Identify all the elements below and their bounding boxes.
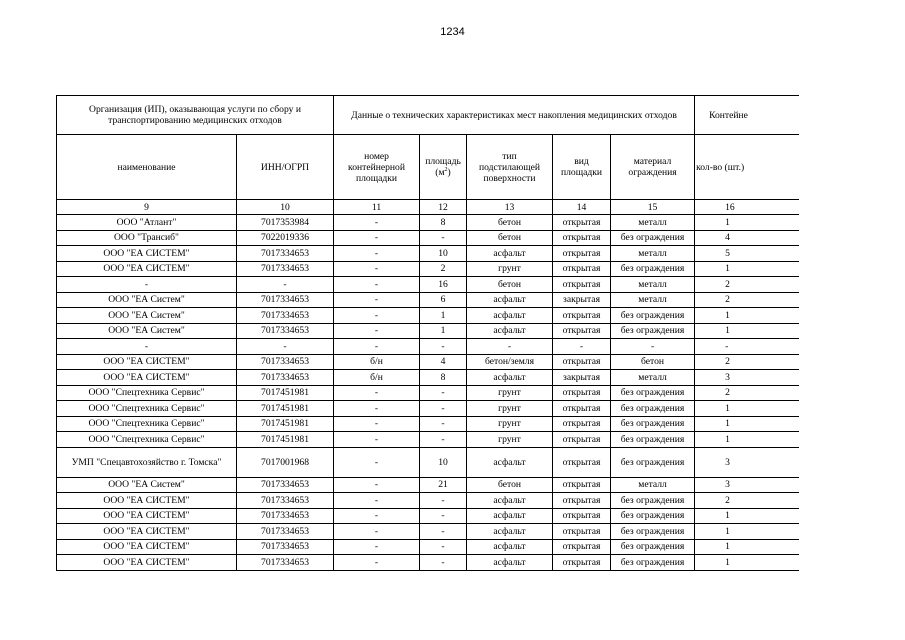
cell-inn: 7017334653 — [237, 292, 334, 308]
cell-inn: 7017353984 — [237, 215, 334, 231]
colnum-13: 13 — [467, 200, 553, 215]
header-group-containers: Контейне — [695, 96, 799, 135]
cell-area: - — [420, 539, 467, 555]
cell-site-type: открытая — [553, 354, 611, 370]
cell-fence: - — [611, 339, 695, 355]
cell-name: - — [57, 277, 237, 293]
cell-site-type: открытая — [553, 432, 611, 448]
column-number-row — [57, 200, 800, 215]
cell-count: 1 — [695, 508, 799, 524]
cell-platform-number: - — [334, 277, 420, 293]
cell-fence: без ограждения — [611, 308, 695, 324]
cell-platform-number: - — [334, 292, 420, 308]
colnum-11: 11 — [334, 200, 420, 215]
cell-site-type: открытая — [553, 447, 611, 477]
cell-fence: без ограждения — [611, 524, 695, 540]
cell-surface: асфальт — [467, 524, 553, 540]
cell-platform-number: - — [334, 385, 420, 401]
cell-site-type: открытая — [553, 230, 611, 246]
table-row — [57, 477, 800, 493]
cell-platform-number: - — [334, 508, 420, 524]
cell-fence: без ограждения — [611, 230, 695, 246]
table-row — [57, 416, 800, 432]
cell-site-type: открытая — [553, 416, 611, 432]
cell-name: ООО "ЕА СИСТЕМ" — [57, 354, 237, 370]
header-area-sup: 2 — [444, 166, 448, 173]
table-row — [57, 261, 800, 277]
cell-platform-number: - — [334, 215, 420, 231]
table-body — [57, 215, 800, 571]
cell-count: 2 — [695, 292, 799, 308]
cell-surface: грунт — [467, 416, 553, 432]
cell-count: 1 — [695, 308, 799, 324]
cell-count: 3 — [695, 477, 799, 493]
header-surface: тип подстилающей поверхности — [467, 135, 553, 200]
cell-surface: грунт — [467, 261, 553, 277]
header-name: наименование — [57, 135, 237, 200]
table-row — [57, 555, 800, 571]
cell-area: - — [420, 401, 467, 417]
table-row — [57, 246, 800, 262]
cell-area: 1 — [420, 308, 467, 324]
cell-surface: бетон/земля — [467, 354, 553, 370]
cell-inn: 7017334653 — [237, 308, 334, 324]
cell-inn: - — [237, 277, 334, 293]
cell-platform-number: - — [334, 539, 420, 555]
cell-fence: металл — [611, 477, 695, 493]
cell-site-type: открытая — [553, 539, 611, 555]
cell-inn: 7017334653 — [237, 370, 334, 386]
cell-count: 1 — [695, 323, 799, 339]
cell-surface: асфальт — [467, 370, 553, 386]
cell-surface: асфальт — [467, 555, 553, 571]
cell-inn: 7017451981 — [237, 401, 334, 417]
cell-inn: 7017451981 — [237, 385, 334, 401]
cell-area: - — [420, 230, 467, 246]
cell-area: 1 — [420, 323, 467, 339]
table-row — [57, 277, 800, 293]
cell-count: 3 — [695, 370, 799, 386]
cell-site-type: открытая — [553, 401, 611, 417]
cell-platform-number: б/н — [334, 370, 420, 386]
cell-name: ООО "ЕА СИСТЕМ" — [57, 493, 237, 509]
header-site-type: вид площадки — [553, 135, 611, 200]
cell-fence: металл — [611, 370, 695, 386]
cell-platform-number: - — [334, 447, 420, 477]
cell-count: 1 — [695, 539, 799, 555]
cell-area: 6 — [420, 292, 467, 308]
colnum-12: 12 — [420, 200, 467, 215]
cell-site-type: открытая — [553, 246, 611, 262]
cell-surface: асфальт — [467, 493, 553, 509]
header-area-close: ) — [447, 167, 451, 178]
cell-surface: бетон — [467, 215, 553, 231]
table-row — [57, 385, 800, 401]
cell-surface: асфальт — [467, 447, 553, 477]
table-row — [57, 447, 800, 477]
cell-site-type: открытая — [553, 385, 611, 401]
table-row — [57, 524, 800, 540]
cell-name: ООО "ЕА СИСТЕМ" — [57, 555, 237, 571]
cell-name: ООО "ЕА СИСТЕМ" — [57, 370, 237, 386]
cell-count: 1 — [695, 416, 799, 432]
cell-site-type: открытая — [553, 477, 611, 493]
cell-count: 2 — [695, 385, 799, 401]
cell-inn: 7017334653 — [237, 246, 334, 262]
header-group-organization: Организация (ИП), оказывающая услуги по сбору и транспортированию медицинских отходов — [57, 96, 334, 135]
cell-count: 1 — [695, 215, 799, 231]
cell-fence: без ограждения — [611, 385, 695, 401]
table-row — [57, 354, 800, 370]
cell-fence: без ограждения — [611, 555, 695, 571]
table-row — [57, 339, 800, 355]
cell-count: 4 — [695, 230, 799, 246]
cell-area: - — [420, 508, 467, 524]
cell-inn: 7022019336 — [237, 230, 334, 246]
cell-name: ООО "ЕА Систем" — [57, 308, 237, 324]
cell-inn: 7017334653 — [237, 508, 334, 524]
header-column-row — [57, 135, 800, 200]
cell-platform-number: - — [334, 477, 420, 493]
cell-area: - — [420, 432, 467, 448]
cell-fence: без ограждения — [611, 416, 695, 432]
cell-count: 1 — [695, 261, 799, 277]
table-row — [57, 215, 800, 231]
cell-count: 2 — [695, 493, 799, 509]
header-count: кол-во (шт.) — [695, 135, 799, 200]
cell-surface: асфальт — [467, 508, 553, 524]
cell-name: ООО "Спецтехника Сервис" — [57, 401, 237, 417]
header-area — [420, 135, 467, 200]
cell-platform-number: - — [334, 555, 420, 571]
cell-area: 10 — [420, 447, 467, 477]
cell-platform-number: - — [334, 323, 420, 339]
cell-surface: бетон — [467, 230, 553, 246]
cell-count: 1 — [695, 555, 799, 571]
cell-count: - — [695, 339, 799, 355]
cell-name: ООО "ЕА СИСТЕМ" — [57, 246, 237, 262]
cell-site-type: открытая — [553, 524, 611, 540]
table-row — [57, 292, 800, 308]
cell-inn: 7017451981 — [237, 432, 334, 448]
cell-name: ООО "ЕА СИСТЕМ" — [57, 524, 237, 540]
cell-name: ООО "Трансиб" — [57, 230, 237, 246]
table-row — [57, 230, 800, 246]
cell-inn: 7017334653 — [237, 323, 334, 339]
cell-area: 21 — [420, 477, 467, 493]
cell-inn: 7017334653 — [237, 524, 334, 540]
cell-fence: без ограждения — [611, 323, 695, 339]
cell-area: 4 — [420, 354, 467, 370]
table-row — [57, 323, 800, 339]
cell-site-type: открытая — [553, 308, 611, 324]
cell-name: ООО "ЕА СИСТЕМ" — [57, 539, 237, 555]
cell-fence: без ограждения — [611, 261, 695, 277]
table-row — [57, 401, 800, 417]
cell-name: ООО "Атлант" — [57, 215, 237, 231]
cell-surface: бетон — [467, 477, 553, 493]
cell-site-type: - — [553, 339, 611, 355]
cell-site-type: открытая — [553, 555, 611, 571]
cell-area: 2 — [420, 261, 467, 277]
cell-platform-number: - — [334, 524, 420, 540]
cell-fence: бетон — [611, 354, 695, 370]
cell-count: 2 — [695, 277, 799, 293]
cell-site-type: закрытая — [553, 370, 611, 386]
cell-name: ООО "Спецтехника Сервис" — [57, 385, 237, 401]
header-platform-number: номер контейнерной площадки — [334, 135, 420, 200]
cell-platform-number: - — [334, 246, 420, 262]
table-row — [57, 508, 800, 524]
table-row — [57, 432, 800, 448]
header-inn: ИНН/ОГРП — [237, 135, 334, 200]
header-group-technical: Данные о технических характеристиках мест накопления медицинских отходов — [334, 96, 695, 135]
colnum-15: 15 — [611, 200, 695, 215]
cell-fence: без ограждения — [611, 539, 695, 555]
cell-platform-number: - — [334, 230, 420, 246]
cell-surface: асфальт — [467, 246, 553, 262]
cell-name: ООО "Спецтехника Сервис" — [57, 416, 237, 432]
cell-count: 3 — [695, 447, 799, 477]
cell-surface: асфальт — [467, 292, 553, 308]
cell-area: 10 — [420, 246, 467, 262]
cell-area: - — [420, 385, 467, 401]
cell-name: УМП "Спецавтохозяйство г. Томска" — [57, 447, 237, 477]
cell-surface: грунт — [467, 401, 553, 417]
cell-name: ООО "Спецтехника Сервис" — [57, 432, 237, 448]
cell-fence: металл — [611, 215, 695, 231]
cell-site-type: открытая — [553, 493, 611, 509]
cell-fence: без ограждения — [611, 432, 695, 448]
cell-surface: грунт — [467, 385, 553, 401]
cell-area: 16 — [420, 277, 467, 293]
cell-site-type: открытая — [553, 508, 611, 524]
cell-name: ООО "ЕА Систем" — [57, 292, 237, 308]
cell-count: 1 — [695, 524, 799, 540]
colnum-14: 14 — [553, 200, 611, 215]
cell-site-type: открытая — [553, 261, 611, 277]
cell-surface: бетон — [467, 277, 553, 293]
cell-inn: 7017334653 — [237, 477, 334, 493]
cell-count: 2 — [695, 354, 799, 370]
cell-count: 1 — [695, 432, 799, 448]
cell-site-type: открытая — [553, 277, 611, 293]
cell-platform-number: - — [334, 308, 420, 324]
header-fence: материал ограждения — [611, 135, 695, 200]
cell-fence: без ограждения — [611, 508, 695, 524]
cell-platform-number: - — [334, 401, 420, 417]
page-number: 1234 — [440, 26, 465, 38]
cell-fence: без ограждения — [611, 401, 695, 417]
cell-platform-number: - — [334, 261, 420, 277]
cell-surface: асфальт — [467, 323, 553, 339]
cell-area: - — [420, 339, 467, 355]
cell-name: ООО "ЕА СИСТЕМ" — [57, 508, 237, 524]
colnum-16: 16 — [695, 200, 799, 215]
cell-platform-number: - — [334, 432, 420, 448]
cell-site-type: открытая — [553, 215, 611, 231]
cell-inn: 7017334653 — [237, 354, 334, 370]
cell-name: ООО "ЕА Систем" — [57, 323, 237, 339]
cell-inn: 7017334653 — [237, 539, 334, 555]
cell-platform-number: - — [334, 339, 420, 355]
cell-area: - — [420, 493, 467, 509]
cell-name: - — [57, 339, 237, 355]
cell-inn: 7017334653 — [237, 555, 334, 571]
cell-platform-number: - — [334, 416, 420, 432]
colnum-9: 9 — [57, 200, 237, 215]
cell-inn: 7017001968 — [237, 447, 334, 477]
cell-surface: грунт — [467, 432, 553, 448]
cell-surface: асфальт — [467, 539, 553, 555]
header-area-text: площадь (м — [425, 156, 461, 178]
cell-platform-number: - — [334, 493, 420, 509]
waste-sites-table — [56, 95, 799, 571]
cell-surface: - — [467, 339, 553, 355]
table-row — [57, 308, 800, 324]
cell-inn: 7017334653 — [237, 261, 334, 277]
cell-site-type: закрытая — [553, 292, 611, 308]
cell-site-type: открытая — [553, 323, 611, 339]
cell-area: - — [420, 555, 467, 571]
colnum-10: 10 — [237, 200, 334, 215]
cell-fence: металл — [611, 292, 695, 308]
table-viewport — [56, 95, 799, 575]
cell-area: 8 — [420, 215, 467, 231]
cell-name: ООО "ЕА СИСТЕМ" — [57, 261, 237, 277]
cell-inn: 7017334653 — [237, 493, 334, 509]
cell-inn: 7017451981 — [237, 416, 334, 432]
cell-surface: асфальт — [467, 308, 553, 324]
cell-area: - — [420, 416, 467, 432]
table-row — [57, 370, 800, 386]
cell-platform-number: б/н — [334, 354, 420, 370]
cell-fence: металл — [611, 246, 695, 262]
cell-fence: металл — [611, 277, 695, 293]
cell-count: 1 — [695, 401, 799, 417]
cell-name: ООО "ЕА Систем" — [57, 477, 237, 493]
cell-fence: без ограждения — [611, 447, 695, 477]
table-row — [57, 539, 800, 555]
cell-count: 5 — [695, 246, 799, 262]
cell-fence: без ограждения — [611, 493, 695, 509]
header-group-row — [57, 96, 800, 135]
cell-area: 8 — [420, 370, 467, 386]
cell-area: - — [420, 524, 467, 540]
cell-inn: - — [237, 339, 334, 355]
table-row — [57, 493, 800, 509]
